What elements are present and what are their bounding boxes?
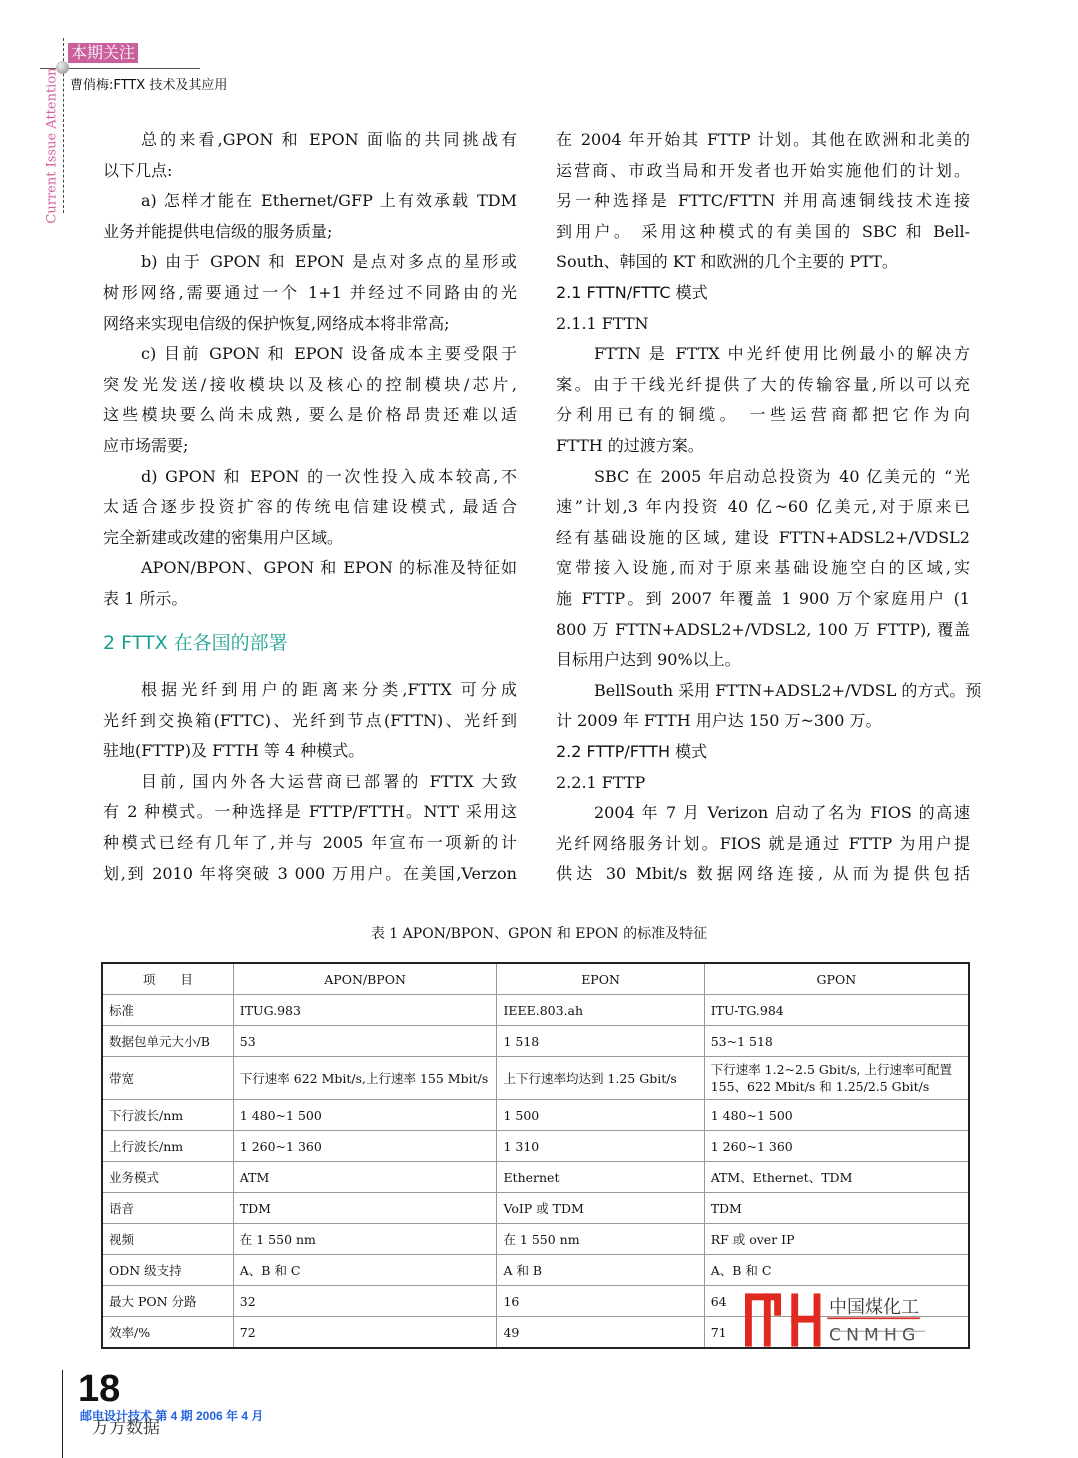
text-line: 运营商、市政当局和开发者也开始实施他们的计划。 (556, 160, 970, 180)
column-header: EPON (497, 963, 704, 995)
text-line: 光纤网络服务计划。FIOS 就是通过 FTTP 为用户提 (556, 833, 970, 853)
text-line: 施 FTTP。到 2007 年覆盖 1 900 万个家庭用户 (1 (556, 589, 970, 608)
table-cell: 32 (233, 1286, 497, 1317)
text-line: FTTH 的过渡方案。 (556, 436, 704, 455)
text-line: 突发光发送/接收模块以及核心的控制模块/芯片, (103, 374, 517, 394)
text-line: 2004 年 7 月 Verizon 启动了名为 FIOS 的高速 (594, 803, 970, 823)
table-cell: ITUG.983 (233, 995, 497, 1026)
table-cell: A、B 和 C (704, 1255, 969, 1286)
row-label: 带宽 (102, 1057, 233, 1100)
row-label: 数据包单元大小/B (102, 1026, 233, 1057)
row-label: 业务模式 (102, 1162, 233, 1193)
row-label: 标准 (102, 995, 233, 1026)
text-line: 太适合逐步投资扩容的传统电信建设模式, 最适合 (103, 497, 517, 517)
text-line: 800 万 FTTN+ADSL2+/VDSL2, 100 万 FTTP), 覆盖 (556, 619, 970, 639)
text-line: d) GPON 和 EPON 的一次性投入成本较高,不 (141, 466, 517, 486)
table-cell: 16 (497, 1286, 704, 1317)
text-line: 总的来看,GPON 和 EPON 面临的共同挑战有 (141, 130, 517, 149)
text-line: 速”计划,3 年内投资 40 亿~60 亿美元,对于原来已 (556, 497, 970, 517)
running-head: 曹俏梅:FTTX 技术及其应用 (70, 78, 228, 93)
table-cell: 53~1 518 (704, 1026, 969, 1057)
text-line: 树形网络,需要通过一个 1+1 并经过不同路由的光 (103, 283, 517, 302)
text-line: 光纤到交换箱(FTTC)、光纤到节点(FTTN)、光纤到 (103, 710, 517, 730)
text-line: 网络来实现电信级的保护恢复,网络成本将非常高; (103, 313, 450, 333)
table-cell: TDM (704, 1193, 969, 1224)
footer-rule (62, 1370, 63, 1458)
table-cell: 49 (497, 1317, 704, 1349)
table-cell: 下行速率 622 Mbit/s,上行速率 155 Mbit/s (233, 1057, 497, 1100)
text-line: 到用户。 采用这种模式的有美国的 SBC 和 Bell- (556, 221, 970, 241)
section-heading: 2.2 FTTP/FTTH 模式 (556, 742, 708, 761)
text-line: 案。由于干线光纤提供了大的传输容量,所以可以充 (556, 374, 970, 394)
table-cell: 72 (233, 1317, 497, 1349)
table-caption: 表 1 APON/BPON、GPON 和 EPON 的标准及特征 (370, 926, 708, 942)
table-cell: 1 480~1 500 (233, 1100, 497, 1131)
text-line: 完全新建或改建的密集用户区域。 (103, 527, 344, 547)
watermark: 万方数据 (92, 1418, 160, 1438)
text-line: 计 2009 年 FTTH 用户达 150 万~300 万。 (556, 711, 882, 731)
text-line: 供达 30 Mbit/s 数据网络连接, 从而为提供包括 (556, 864, 970, 884)
text-line: 划,到 2010 年将突破 3 000 万用户。在美国,Verzon (103, 863, 517, 883)
table-cell: 在 1 550 nm (233, 1224, 497, 1255)
table-cell: IEEE.803.ah (497, 995, 704, 1026)
text-line: 经有基础设施的区域, 建设 FTTN+ADSL2+/VDSL2 (556, 527, 970, 547)
text-line: 有 2 种模式。一种选择是 FTTP/FTTH。NTT 采用这 (103, 802, 517, 822)
cnmhg-logo (745, 1290, 925, 1350)
text-line: 目标用户达到 90%以上。 (556, 650, 741, 670)
table-row (102, 1162, 969, 1193)
table-cell: 下行速率 1.2~2.5 Gbit/s, 上行速率可配置 155、622 Mbit/s 和 1.25/2.5 Gbit/s (704, 1057, 969, 1100)
text-line: 宽带接入设施,而对于原来基础设施空白的区域,实 (556, 558, 970, 578)
table-cell: 1 260~1 360 (233, 1131, 497, 1162)
table-cell: ATM、Ethernet、TDM (704, 1162, 969, 1193)
table-cell: 1 518 (497, 1026, 704, 1057)
text-line: APON/BPON、GPON 和 EPON 的标准及特征如 (141, 558, 517, 578)
text-line: b) 由于 GPON 和 EPON 是点对多点的星形或 (141, 252, 517, 272)
table-cell: A 和 B (497, 1255, 704, 1286)
table-row (102, 1026, 969, 1057)
table-row (102, 1100, 969, 1131)
table-cell: Ethernet (497, 1162, 704, 1193)
section-tag: 本期关注 (68, 43, 138, 63)
table-cell: ITU-TG.984 (704, 995, 969, 1026)
column-header: 项 目 (102, 963, 233, 995)
text-line: 表 1 所示。 (103, 589, 188, 608)
table-cell: 1 480~1 500 (704, 1100, 969, 1131)
table-row (102, 1193, 969, 1224)
column-header: APON/BPON (233, 963, 497, 995)
table-cell: RF 或 over IP (704, 1224, 969, 1255)
table-cell: 在 1 550 nm (497, 1224, 704, 1255)
table-cell: TDM (233, 1193, 497, 1224)
table-cell: 1 310 (497, 1131, 704, 1162)
table-cell: 71 (704, 1317, 969, 1349)
table-cell: VoIP 或 TDM (497, 1193, 704, 1224)
row-label: 语音 (102, 1193, 233, 1224)
table-row (102, 1131, 969, 1162)
text-line: 另一种选择是 FTTC/FTTN 并用高速铜线技术连接 (556, 191, 970, 211)
text-line: 业务并能提供电信级的服务质量; (103, 221, 333, 241)
text-line: SBC 在 2005 年启动总投资为 40 亿美元的 “光 (594, 466, 970, 486)
table-row (102, 1057, 969, 1100)
row-label: 视频 (102, 1224, 233, 1255)
table-row (102, 1224, 969, 1255)
text-line: a) 怎样才能在 Ethernet/GFP 上有效承载 TDM (141, 191, 517, 211)
table-header-row (102, 963, 969, 995)
text-line: 2.1.1 FTTN (556, 313, 649, 333)
column-header: GPON (704, 963, 969, 995)
journal-footer: 邮电设计技术 第 4 期 2006 年 4 月 (80, 1409, 264, 1423)
side-label: Current Issue Attention (44, 67, 60, 224)
text-line: 根据光纤到用户的距离来分类,FTTX 可分成 (141, 680, 517, 699)
table-cell: 53 (233, 1026, 497, 1057)
table-cell: 1 500 (497, 1100, 704, 1131)
table-cell: 上下行速率均达到 1.25 Gbit/s (497, 1057, 704, 1100)
table-cell: A、B 和 C (233, 1255, 497, 1286)
text-line: 2.2.1 FTTP (556, 772, 646, 792)
section-heading: 2.1 FTTN/FTTC 模式 (556, 283, 708, 302)
text-line: 分利用已有的铜缆。 一些运营商都把它作为向 (556, 405, 970, 425)
section-heading: 2 FTTX 在各国的部署 (103, 632, 288, 654)
row-label: 下行波长/nm (102, 1100, 233, 1131)
text-line: FTTN 是 FTTX 中光纤使用比例最小的解决方 (594, 344, 970, 364)
table-cell: 1 260~1 360 (704, 1131, 969, 1162)
text-line: c) 目前 GPON 和 EPON 设备成本主要受限于 (141, 344, 517, 364)
text-line: 应市场需要; (103, 436, 189, 455)
row-label: 最大 PON 分路 (102, 1286, 233, 1317)
svg-text:CNMHG: CNMHG (829, 1325, 921, 1346)
row-label: 效率/% (102, 1317, 233, 1349)
page-number: 18 (78, 1368, 121, 1410)
table-cell: 64 (704, 1286, 969, 1317)
table-cell: ATM (233, 1162, 497, 1193)
text-line: BellSouth 采用 FTTN+ADSL2+/VDSL 的方式。预 (594, 680, 982, 700)
text-line: 在 2004 年开始其 FTTP 计划。其他在欧洲和北美的 (556, 130, 970, 149)
row-label: ODN 级支持 (102, 1255, 233, 1286)
text-line: 目前, 国内外各大运营商已部署的 FTTX 大致 (141, 771, 517, 791)
text-line: South、韩国的 KT 和欧洲的几个主要的 PTT。 (556, 252, 898, 272)
text-line: 种模式已经有几年了,并与 2005 年宣布一项新的计 (103, 833, 517, 852)
text-line: 这些模块要么尚未成熟, 要么是价格昂贵还难以适 (103, 405, 517, 425)
text-line: 以下几点: (103, 160, 173, 180)
svg-text:中国煤化工: 中国煤化工 (829, 1297, 919, 1319)
table-row (102, 995, 969, 1026)
row-label: 上行波长/nm (102, 1131, 233, 1162)
text-line: 驻地(FTTP)及 FTTH 等 4 种模式。 (103, 741, 365, 761)
table-row (102, 1255, 969, 1286)
